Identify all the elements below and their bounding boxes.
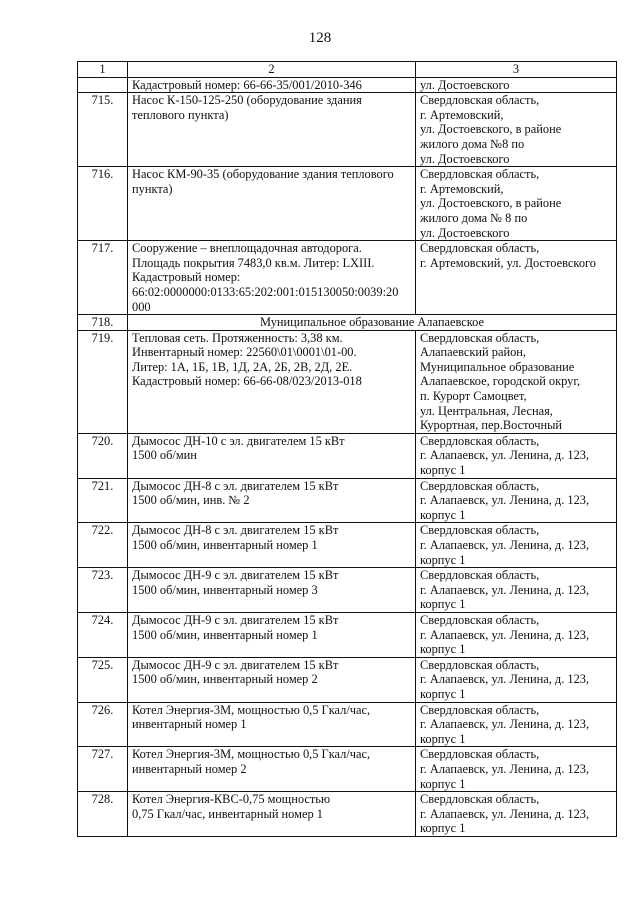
address-cell [416,702,617,747]
section-title: Муниципальное образование Алапаевское [128,315,617,331]
column-header-number: 1 [78,62,128,78]
property-name-line: Дымосос ДН-9 с эл. двигателем 15 кВт [132,657,339,672]
row-number: 720. [78,433,128,478]
address-line: Свердловская область, [420,657,540,672]
property-name-line: Насос К-150-125-250 (оборудование здания [132,93,362,108]
property-name-cell [128,612,416,657]
address-line: п. Курорт Самоцвет, [420,389,527,404]
property-name-line: Котел Энергия-3М, мощностью 0,5 Гкал/час, [132,702,371,717]
property-name-line: Кадастровый номер: 66-66-08/023/2013-018 [132,374,362,389]
table-row [78,167,617,241]
address-line: Свердловская область, [420,330,540,345]
property-name-line: инвентарный номер 2 [132,761,247,776]
table-row [78,478,617,523]
property-name-line: 1500 об/мин, инв. № 2 [132,493,250,508]
row-number: 724. [78,612,128,657]
address-line: Свердловская область, [420,612,540,627]
address-cell [416,93,617,167]
property-name-line: Насос КМ-90-35 (оборудование здания теплового [132,167,394,182]
property-name-line: Кадастровый номер: 66-66-35/001/2010-346 [132,77,362,92]
property-name-line: Площадь покрытия 7483,0 кв.м. Литер: LXIII. [132,255,375,270]
property-name-line: 1500 об/мин [132,448,197,463]
address-line: Курортная, пер.Восточный [420,418,563,433]
address-line: корпус 1 [420,507,466,522]
address-line: Свердловская область, [420,478,540,493]
address-line: г. Алапаевск, ул. Ленина, д. 123, [420,538,590,552]
property-name-line: Тепловая сеть. Протяженность: 3,38 км. [132,330,343,345]
property-name-line: Сооружение – внеплощадочная автодорога. [132,241,362,256]
address-line: Алапаевский район, [420,345,527,360]
row-number: 716. [78,167,128,241]
row-number: 718. [78,315,128,331]
property-name-line: Котел Энергия-3М, мощностью 0,5 Гкал/час, [132,747,371,762]
property-name-cell [128,792,416,837]
address-line: Муниципальное образование [420,359,575,374]
page-number: 128 [308,30,332,46]
address-cell [416,657,617,702]
table-row [78,747,617,792]
property-table [77,61,617,837]
address-line: Свердловская область, [420,167,540,182]
property-name-line: Инвентарный номер: 22560\01\0001\01-00. [132,345,357,360]
address-line: Свердловская область, [420,433,540,448]
table-row [78,93,617,167]
address-cell [416,433,617,478]
section-row [78,315,617,331]
property-name-line: Литер: 1А, 1Б, 1В, 1Д, 2А, 2Б, 2В, 2Д, 2Е. [132,359,353,374]
address-line: г. Алапаевск, ул. Ленина, д. 123, [420,448,590,463]
property-name-line: Кадастровый номер: [132,270,241,285]
table-row [78,702,617,747]
address-line: корпус 1 [420,776,466,791]
property-name-line: пункта) [132,181,173,196]
row-number: 727. [78,747,128,792]
row-number [78,77,128,93]
address-cell [416,241,617,315]
address-cell [416,568,617,613]
address-line: г. Алапаевск, ул. Ленина, д. 123, [420,761,590,776]
address-cell [416,747,617,792]
table-row [78,568,617,613]
property-name-line: 1500 об/мин, инвентарный номер 1 [132,538,318,552]
address-line: ул. Достоевского [420,77,510,92]
address-line: корпус 1 [420,821,466,836]
property-name-line: 1500 об/мин, инвентарный номер 2 [132,672,318,687]
property-name-cell [128,93,416,167]
address-line: корпус 1 [420,463,466,478]
property-name-line: Дымосос ДН-10 с эл. двигателем 15 кВт [132,433,345,448]
address-line: корпус 1 [420,731,466,746]
address-line: г. Алапаевск, ул. Ленина, д. 123, [420,627,590,642]
property-name-line: теплового пункта) [132,107,229,122]
row-number: 728. [78,792,128,837]
row-number: 723. [78,568,128,613]
property-name-cell [128,478,416,523]
address-line: ул. Достоевского [420,151,510,166]
property-name-line: Дымосос ДН-8 с эл. двигателем 15 кВт [132,523,339,538]
property-name-cell [128,523,416,568]
property-name-line: Дымосос ДН-8 с эл. двигателем 15 кВт [132,478,339,493]
address-line: г. Алапаевск, ул. Ленина, д. 123, [420,582,590,597]
property-name-line: 0,75 Гкал/час, инвентарный номер 1 [132,806,323,821]
row-number: 726. [78,702,128,747]
address-line: Свердловская область, [420,93,540,108]
address-line: ул. Достоевского [420,225,510,240]
table-row [78,523,617,568]
property-name-line: 66:02:0000000:0133:65:202:001:015130050:0039:20 [132,284,399,299]
address-line: ул. Достоевского, в районе [420,196,562,211]
row-number: 725. [78,657,128,702]
address-line: г. Алапаевск, ул. Ленина, д. 123, [420,672,590,687]
address-cell [416,77,617,93]
address-line: Свердловская область, [420,702,540,717]
address-line: Свердловская область, [420,747,540,762]
row-number: 722. [78,523,128,568]
column-header-name: 2 [128,62,416,78]
property-name-line: 000 [132,299,151,314]
address-line: ул. Достоевского, в районе [420,122,562,137]
table-header-row [78,62,617,78]
address-cell [416,330,617,433]
address-line: г. Алапаевск, ул. Ленина, д. 123, [420,717,590,732]
address-line: Алапаевское, городской округ, [420,374,581,389]
property-name-line: Дымосос ДН-9 с эл. двигателем 15 кВт [132,612,339,627]
property-name-line: 1500 об/мин, инвентарный номер 3 [132,582,318,597]
property-name-cell [128,77,416,93]
row-number: 715. [78,93,128,167]
address-line: г. Артемовский, ул. Достоевского [420,255,596,270]
property-name-cell [128,657,416,702]
property-name-cell [128,241,416,315]
address-cell [416,167,617,241]
property-name-cell [128,167,416,241]
table-row [78,433,617,478]
address-line: Свердловская область, [420,792,540,807]
row-number: 721. [78,478,128,523]
address-line: корпус 1 [420,686,466,701]
address-line: корпус 1 [420,552,466,567]
property-name-line: Дымосос ДН-9 с эл. двигателем 15 кВт [132,568,339,583]
property-name-cell [128,702,416,747]
address-line: корпус 1 [420,642,466,657]
address-line: г. Алапаевск, ул. Ленина, д. 123, [420,806,590,821]
address-cell [416,792,617,837]
property-name-cell [128,433,416,478]
address-line: г. Артемовский, [420,181,504,196]
property-name-line: Котел Энергия-КВС-0,75 мощностью [132,792,331,807]
property-name-line: 1500 об/мин, инвентарный номер 1 [132,627,318,642]
address-line: г. Артемовский, [420,107,504,122]
address-line: ул. Центральная, Лесная, [420,403,553,418]
row-number: 719. [78,330,128,433]
property-name-cell [128,568,416,613]
table-body [78,77,617,836]
table-row [78,330,617,433]
table-row [78,792,617,837]
table-row [78,657,617,702]
property-name-line: инвентарный номер 1 [132,717,247,732]
address-line: корпус 1 [420,597,466,612]
address-line: Свердловская область, [420,523,540,538]
column-header-address: 3 [416,62,617,78]
address-cell [416,478,617,523]
address-line: г. Алапаевск, ул. Ленина, д. 123, [420,493,590,508]
table-row [78,241,617,315]
address-line: жилого дома №8 по [420,136,525,151]
table-row [78,612,617,657]
address-line: жилого дома № 8 по [420,210,528,225]
address-line: Свердловская область, [420,568,540,583]
address-cell [416,523,617,568]
address-cell [416,612,617,657]
property-name-cell [128,747,416,792]
address-line: Свердловская область, [420,241,540,256]
row-number: 717. [78,241,128,315]
property-name-cell [128,330,416,433]
table-row [78,77,617,93]
